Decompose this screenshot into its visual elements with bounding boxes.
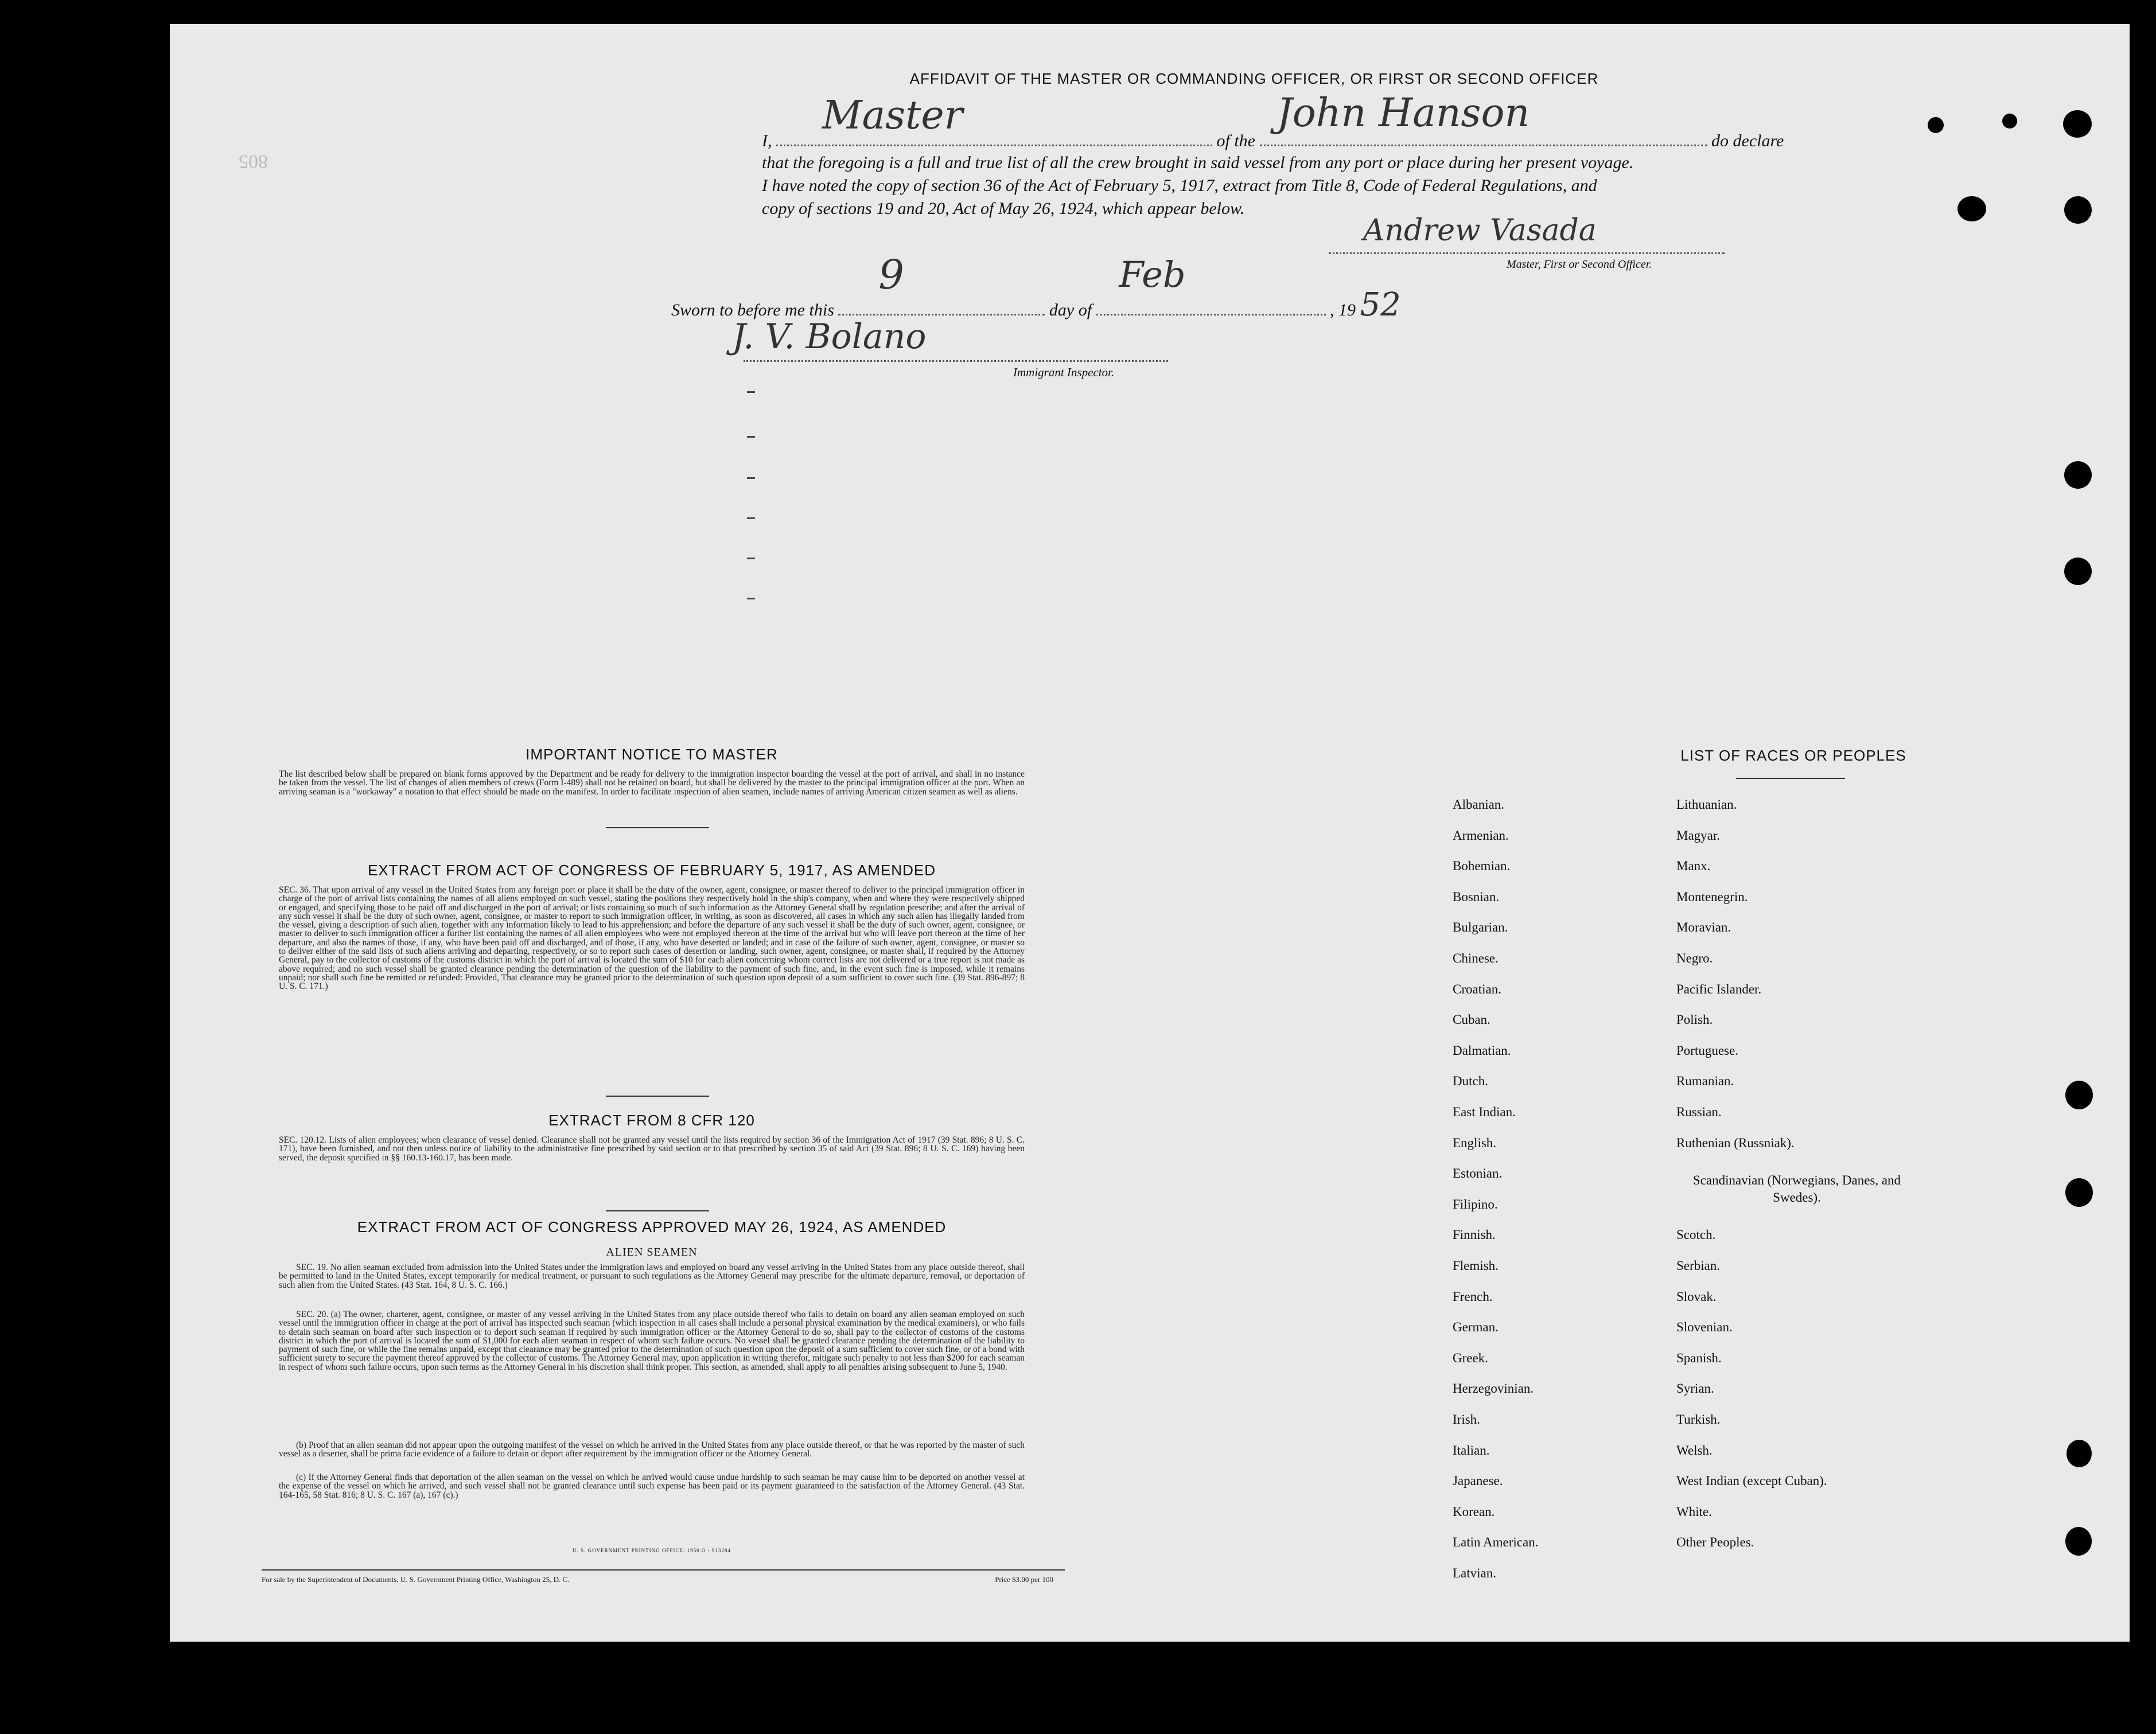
race-item: Turkish.	[1676, 1412, 1721, 1427]
divider	[1736, 778, 1845, 779]
race-item: Cuban.	[1453, 1012, 1490, 1027]
race-item: Finnish.	[1453, 1228, 1496, 1242]
price-note: Price $3.00 per 100	[995, 1575, 1053, 1584]
master-signature: Andrew Vasada	[1363, 213, 1597, 248]
rule-tick	[747, 477, 755, 479]
affidavit-title: AFFIDAVIT OF THE MASTER OR COMMANDING OFFICER, OR FIRST OR SECOND OFFICER	[909, 70, 1599, 87]
sworn-year-handwriting: 52	[1360, 286, 1401, 324]
extract-1924-subtitle: ALIEN SEAMEN	[606, 1246, 698, 1258]
punch-hole	[2065, 1527, 2092, 1556]
race-item: East Indian.	[1453, 1105, 1516, 1119]
race-item: Latvian.	[1453, 1566, 1496, 1580]
vessel-name-handwriting: John Hanson	[1277, 91, 1530, 136]
master-signature-caption: Master, First or Second Officer.	[1507, 258, 1652, 271]
affidavit-declare-label: do declare	[1711, 131, 1784, 150]
sworn-month-handwriting: Feb	[1119, 254, 1186, 295]
race-item: Portuguese.	[1676, 1043, 1738, 1058]
extract-1924-sec20a: SEC. 20. (a) The owner, charterer, agent, consignee, or master of any vessel arriving in the United States from any place outside thereof who fails to detain on board any alien seaman employed on such vessel until the immigration officer in charge at the port of arrival has inspected such seaman (which inspection in all cases shall include a personal physical examination by the medical examiners), or who fails to detain such seaman on board after such inspection or to deport such seaman if required by such immigration officer or the Attorney General to do so, shall pay to the collector of customs of the customs district in which the port of arrival is located the sum of $1,000 for each alien seaman in respect of whom such failure occurs. No vessel shall be granted clearance pending the determination of the liability to payment of such fine, or while the fine remains unpaid, except that clearance may be granted prior to the determination of such question upon the deposit of a sum sufficient to cover such fine, or of a bond with sufficient surety to secure the payment thereof approved by the collector of customs. The Attorney General may, upon application in writing therefor, mitigate such penalty to not less than $200 for each seaman in respect of whom such failure occurs, upon such terms as the Attorney General in his discretion shall think proper. This section, as amended, shall apply to all penalties arising subsequent to June 5, 1940.	[279, 1310, 1025, 1372]
race-item: Other Peoples.	[1676, 1535, 1754, 1550]
sworn-day-label: day of	[1049, 301, 1092, 319]
notice-text: The list described below shall be prepared on blank forms approved by the Department and be ready for delivery to the immigration inspector boarding the vessel at the port of arrival, and shall in no instance be taken from the vessel. The list of changes of alien members of crews (Form I-489) shall not be retained on board, but shall be delivered by the master to the principal immigration officer at the port. When an arriving seaman is a "workaway" a notation to that effect should be made on the manifest. In order to facilitate inspection of alien seamen, include names of arriving American citizen seamen as well as aliens.	[279, 769, 1025, 797]
punch-hole	[2064, 461, 2092, 489]
race-item: Latin American.	[1453, 1535, 1539, 1550]
punch-hole	[2065, 1081, 2093, 1109]
race-item: Welsh.	[1676, 1443, 1713, 1458]
rule-tick	[747, 598, 755, 599]
punch-hole	[1928, 117, 1944, 133]
vessel-name-field[interactable]	[1260, 91, 1707, 146]
notice-title: IMPORTANT NOTICE TO MASTER	[526, 746, 778, 763]
race-item: Albanian.	[1453, 797, 1505, 812]
for-sale-note: For sale by the Superintendent of Documents, U. S. Government Printing Office, Washington 25, D. C.	[262, 1575, 570, 1584]
sworn-year-label: , 19	[1330, 301, 1356, 319]
race-item: Italian.	[1453, 1443, 1490, 1458]
races-title: LIST OF RACES OR PEOPLES	[1680, 747, 1906, 764]
race-item: West Indian (except Cuban).	[1676, 1474, 1827, 1488]
extract-1924-sec19: SEC. 19. No alien seaman excluded from admission into the United States under the immigration laws and employed on board any vessel arriving in the United States from any place outside thereof, shall be permitted to land in the United States, except temporarily for medical treatment, or pursuant to such regulations as the Attorney General may prescribe for the ultimate departure, removal, or deportation of such alien from the United States. (43 Stat. 164, 8 U. S. C. 166.)	[279, 1262, 1025, 1290]
race-item: Moravian.	[1676, 920, 1731, 935]
race-item: Negro.	[1676, 951, 1713, 965]
master-name-field[interactable]	[776, 93, 1212, 146]
sworn-prefix: Sworn to before me this	[671, 301, 834, 319]
race-item: Bulgarian.	[1453, 920, 1508, 935]
affidavit-line-2: that the foregoing is a full and true list of all the crew brought in said vessel from any port or place during her present voyage.	[762, 153, 1634, 172]
rule-tick	[747, 391, 755, 393]
race-item: English.	[1453, 1135, 1497, 1150]
race-item: Magyar.	[1676, 828, 1721, 843]
inspector-signature: J. V. Bolano	[732, 317, 927, 357]
race-item: Rumanian.	[1676, 1074, 1734, 1089]
race-item: Bosnian.	[1453, 889, 1500, 904]
master-name-handwriting: Master	[822, 93, 963, 138]
extract-1924-sec20c: (c) If the Attorney General finds that deportation of the alien seaman on the vessel on which he arrived would cause undue hardship to such seaman he may cause him to be deported on another vessel at the expense of the vessel on which he arrived, and such vessel shall not be granted clearance until such expense has been paid or its payment guaranteed to the satisfaction of the Attorney General. (43 Stat. 164-165, 58 Stat. 816; 8 U. S. C. 167 (a), 167 (c).)	[279, 1472, 1025, 1500]
race-item: Dalmatian.	[1453, 1043, 1511, 1058]
affidavit-line-1	[762, 91, 1886, 153]
punch-hole	[2067, 1440, 2092, 1467]
sworn-day-handwriting: 9	[878, 251, 904, 298]
extract-cfr-title: EXTRACT FROM 8 CFR 120	[548, 1112, 755, 1129]
race-item: Montenegrin.	[1676, 889, 1748, 904]
footer-rule	[262, 1569, 1065, 1571]
affidavit-line-3: I have noted the copy of section 36 of the Act of February 5, 1917, extract from Title 8, Code of Federal Regulations, and	[762, 176, 1597, 195]
punch-hole	[2065, 1178, 2093, 1207]
race-item: Korean.	[1453, 1504, 1495, 1519]
punch-hole	[1957, 196, 1986, 221]
rule-tick	[747, 558, 755, 559]
race-item: Spanish.	[1676, 1350, 1722, 1365]
race-item: Scotch.	[1676, 1228, 1716, 1242]
affidavit-i-label: I,	[762, 131, 772, 150]
printing-office-line: U. S. GOVERNMENT PRINTING OFFICE: 1950 O - 913284	[573, 1548, 731, 1553]
affidavit-line-4: copy of sections 19 and 20, Act of May 26, 1924, which appear below.	[762, 199, 1245, 218]
race-item: Armenian.	[1453, 828, 1509, 843]
race-item: Lithuanian.	[1676, 797, 1737, 812]
race-item: Russian.	[1676, 1105, 1722, 1119]
race-item: German.	[1453, 1320, 1499, 1335]
race-item: Filipino.	[1453, 1197, 1498, 1211]
sworn-month-field[interactable]	[1096, 254, 1326, 315]
race-item: Herzegovinian.	[1453, 1381, 1534, 1396]
inspector-signature-line	[744, 360, 1168, 362]
punch-hole	[2064, 558, 2092, 585]
punch-hole	[2063, 110, 2092, 138]
race-item: Greek.	[1453, 1350, 1488, 1365]
race-item: Slovenian.	[1676, 1320, 1733, 1335]
race-item: Serbian.	[1676, 1258, 1721, 1273]
race-item: Syrian.	[1676, 1381, 1714, 1396]
divider	[606, 827, 709, 828]
affidavit-of-the-label: of the	[1216, 131, 1255, 150]
race-item: Flemish.	[1453, 1258, 1499, 1273]
race-item: Bohemian.	[1453, 859, 1511, 874]
race-item: Croatian.	[1453, 981, 1501, 996]
race-item: Slovak.	[1676, 1289, 1717, 1304]
extract-1917-text: SEC. 36. That upon arrival of any vessel in the United States from any foreign port or place it shall be the duty of the owner, agent, consignee, or master thereof to deliver to the principal immigration officer in charge of the port of arrival lists containing the names of all aliens employed on such vessel, stating the positions they respectively hold in the ship's company, when and where they were respectively shipped or engaged, and specifying those to be paid off and discharged in the port of arrival; or lists containing so much of such information as the Attorney General shall by regulation prescribe; and after the arrival of any such vessel it shall be the duty of such owner, agent, consignee, or master to report to such immigration officer, in writing, as soon as discovered, all cases in which any such alien has illegally landed from the vessel, giving a description of such alien, together with any information likely to lead to his apprehension; and before the departure of any such vessel it shall be the duty of such owner, agent, consignee, or master to deliver to such immigration officer a further list containing the names of all alien employees who were not employed thereon at the time of the arrival but who will leave port thereon at the time of her departure, and also the names of those, if any, who have been paid off and discharged, and of those, if any, who have deserted or landed; and in case of the failure of such owner, agent, consignee, or master so to deliver either of the said lists of such aliens arriving and departing, respectively, or so to report such cases of desertion or landing, such owner, agent, consignee, or master shall, if required by the Attorney General, pay to the collector of customs of the customs district in which the port of arrival is located the sum of $10 for each alien concerning whom correct lists are not delivered or a true report is not made as above required; and no such vessel shall be granted clearance pending the determination of the question of the liability to the payment of such fine, and, in the event such fine is imposed, while it remains unpaid; nor shall such fine be remitted or refunded: Provided, That clearance may be granted prior to the determination of such question upon deposit of a sum sufficient to cover such fine. (39 Stat. 896-897; 8 U. S. C. 171.)	[279, 885, 1025, 992]
race-item: Manx.	[1676, 859, 1711, 874]
race-item: Scandinavian (Norwegians, Danes, and Swedes).	[1692, 1173, 1901, 1205]
master-signature-line	[1329, 252, 1725, 254]
rule-tick	[747, 517, 755, 519]
race-item: Ruthenian (Russniak).	[1676, 1135, 1795, 1150]
punch-hole	[2002, 114, 2017, 128]
race-item: Dutch.	[1453, 1074, 1488, 1089]
form-sheet	[170, 24, 2130, 1642]
extract-1917-title: EXTRACT FROM ACT OF CONGRESS OF FEBRUARY 5, 1917, AS AMENDED	[368, 862, 936, 879]
divider	[606, 1096, 709, 1097]
race-item: French.	[1453, 1289, 1493, 1304]
race-item: Japanese.	[1453, 1474, 1503, 1488]
extract-cfr-text: SEC. 120.12. Lists of alien employees; when clearance of vessel denied. Clearance shall not be granted any vessel until the lists required by section 36 of the Immigration Act of 1917 (39 Stat. 896; 8 U. S. C. 171), have been furnished, and not then unless notice of liability to the administrative fine prescribed by said section or to that prescribed by section 35 of said Act (39 Stat. 896; 8 U. S. C. 169) having been served, the deposit specified in §§ 160.13-160.17, has been made.	[279, 1135, 1025, 1163]
extract-1924-sec20b: (b) Proof that an alien seaman did not appear upon the outgoing manifest of the vessel on which he arrived in the United States from any place outside thereof, or that he was reported by the master of such vessel as a deserter, shall be prima facie evidence of a failure to detain or deport after requirement by the immigration officer or the Attorney General.	[279, 1440, 1025, 1459]
margin-note: 805	[239, 151, 268, 172]
sworn-day-field[interactable]	[838, 251, 1045, 315]
race-item: Chinese.	[1453, 951, 1499, 965]
rule-tick	[747, 436, 755, 438]
race-item: Estonian.	[1453, 1166, 1503, 1181]
race-item: Irish.	[1453, 1412, 1480, 1427]
punch-hole	[2064, 196, 2092, 224]
extract-1924-title: EXTRACT FROM ACT OF CONGRESS APPROVED MAY 26, 1924, AS AMENDED	[357, 1218, 947, 1236]
race-item: Polish.	[1676, 1012, 1713, 1027]
inspector-caption: Immigrant Inspector.	[1013, 365, 1115, 379]
divider	[606, 1210, 709, 1211]
race-item: Pacific Islander.	[1676, 981, 1762, 996]
race-item: White.	[1676, 1504, 1712, 1519]
